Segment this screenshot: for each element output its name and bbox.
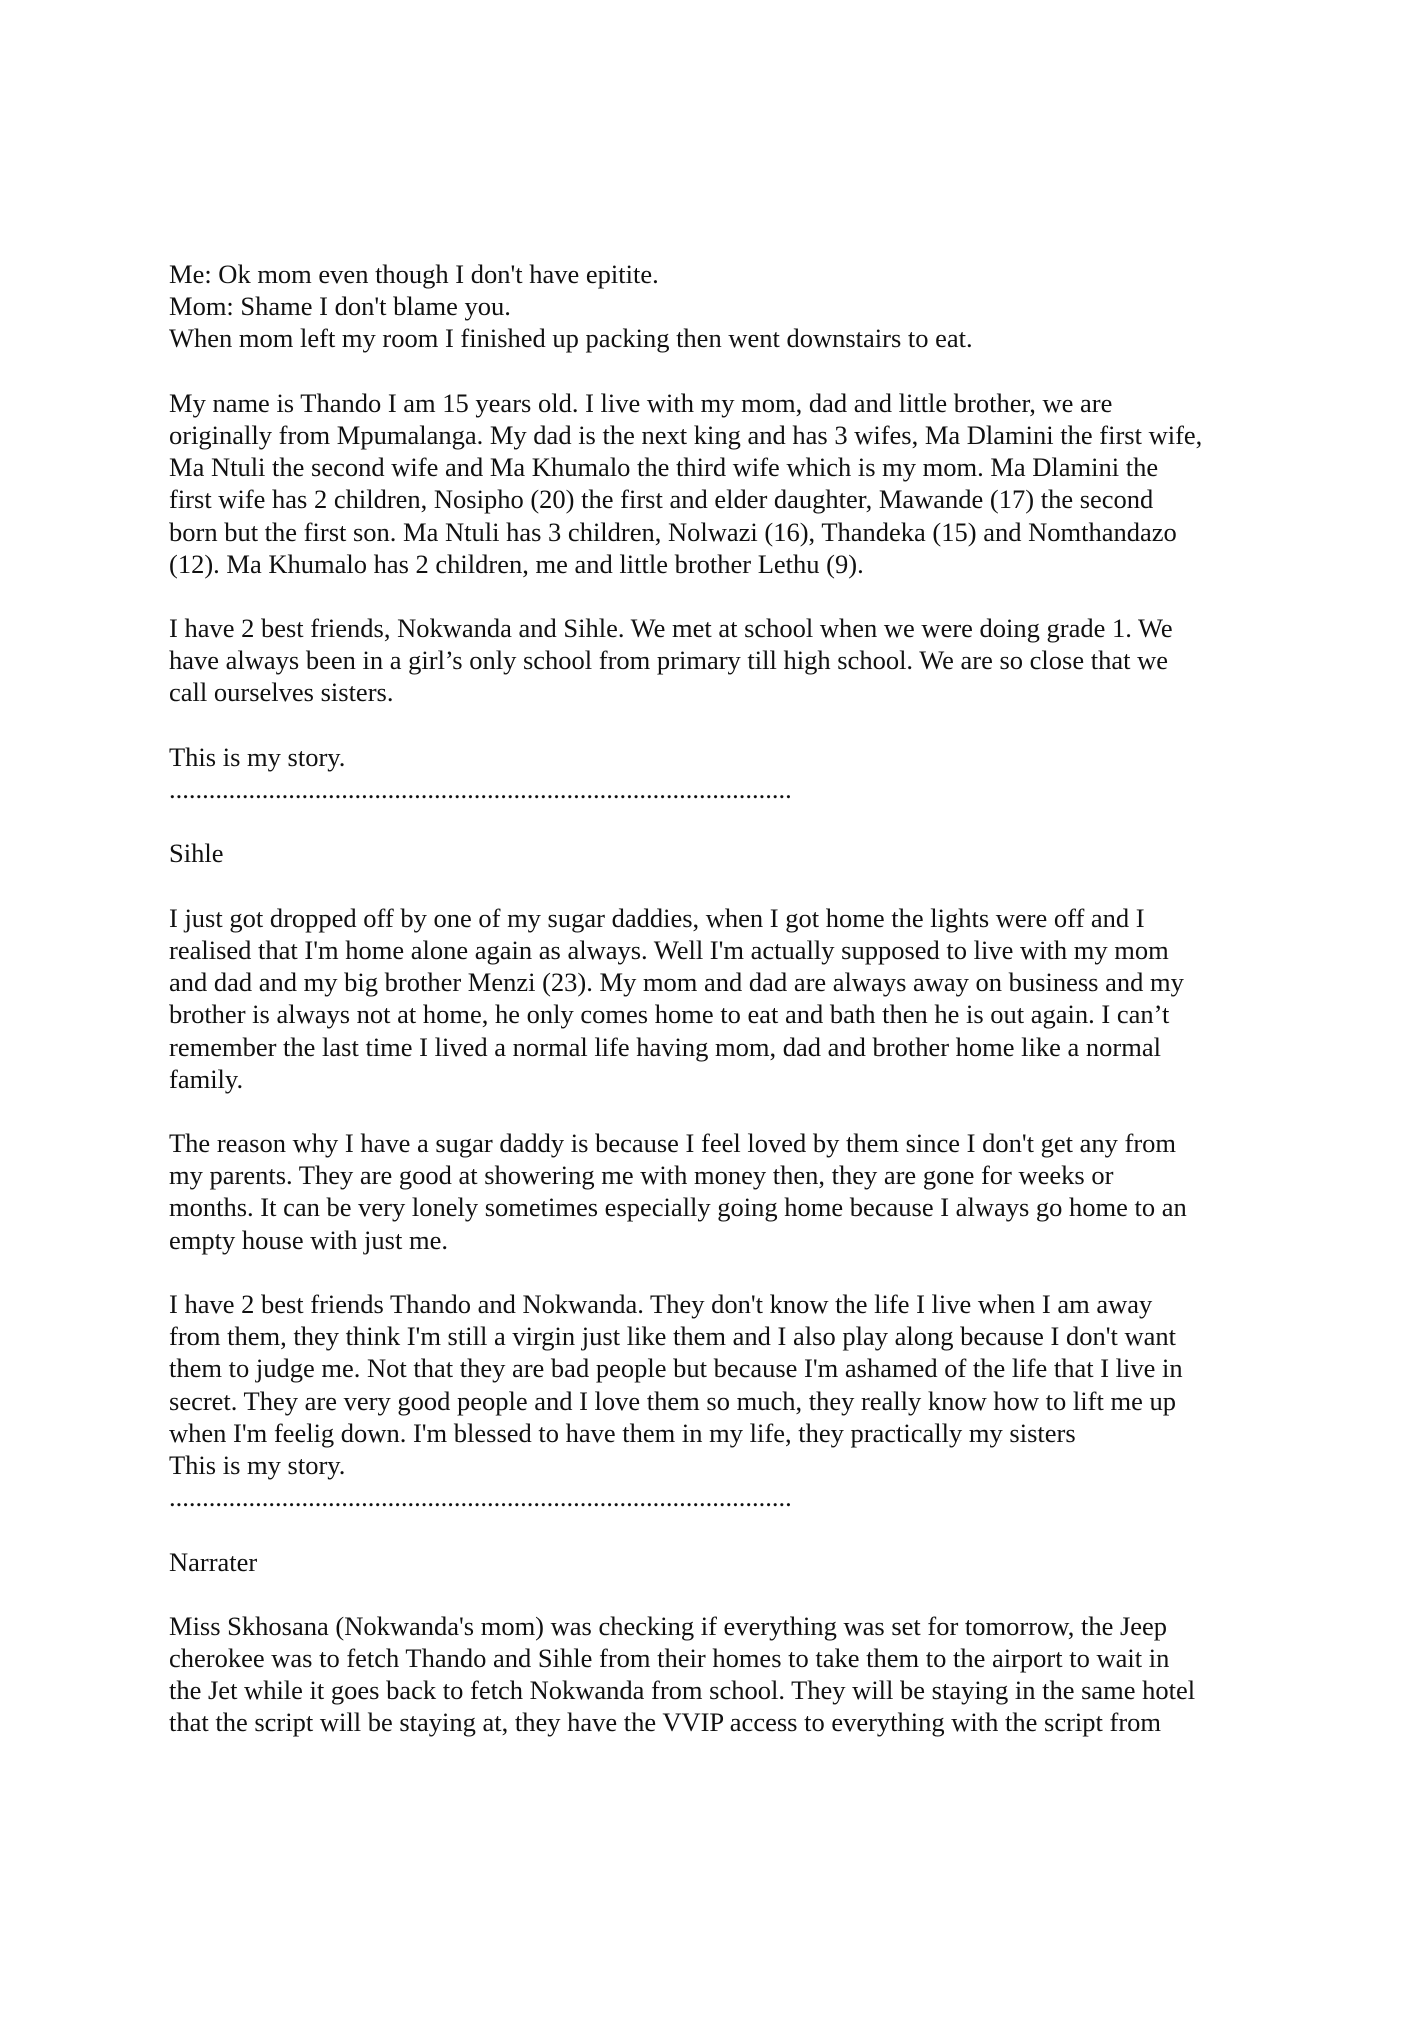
text-line: Mom: Shame I don't blame you. bbox=[169, 291, 511, 322]
text-line: that the script will be staying at, they have the VVIP access to everything with the script from bbox=[169, 1707, 1162, 1738]
text-line: them to judge me. Not that they are bad people but because I'm ashamed of the life that I live in bbox=[169, 1353, 1183, 1384]
text-line: When mom left my room I finished up packing then went downstairs to eat. bbox=[169, 323, 973, 354]
thando-friends-paragraph bbox=[169, 612, 1279, 709]
text-line: brother is always not at home, he only comes home to eat and bath then he is out again. I can’t bbox=[169, 999, 1170, 1030]
story-line: This is my story. bbox=[169, 1449, 346, 1480]
text-line: Me: Ok mom even though I don't have epitite. bbox=[169, 259, 659, 289]
story-closing-block bbox=[169, 741, 1279, 805]
text-line: have always been in a girl’s only school from primary till high school. We are so close that we bbox=[169, 645, 1168, 676]
heading-text: Sihle bbox=[169, 838, 224, 869]
text-line: when I'm feelig down. I'm blessed to have them in my life, they practically my sisters bbox=[169, 1417, 1076, 1448]
section-heading-sihle bbox=[169, 837, 1279, 869]
text-line: born but the first son. Ma Ntuli has 3 children, Nolwazi (16), Thandeka (15) and Nomthandazo bbox=[169, 516, 1177, 547]
text-line: realised that I'm home alone again as always. Well I'm actually supposed to live with my mom bbox=[169, 934, 1169, 965]
narrater-paragraph-1 bbox=[169, 1610, 1279, 1739]
text-line: cherokee was to fetch Thando and Sihle from their homes to take them to the airport to wait in bbox=[169, 1643, 1170, 1674]
intro-paragraph bbox=[169, 258, 1279, 355]
thando-intro-paragraph bbox=[169, 387, 1279, 580]
sihle-paragraph-3 bbox=[169, 1288, 1279, 1513]
text-line: first wife has 2 children, Nosipho (20) the first and elder daughter, Mawande (17) the second bbox=[169, 484, 1154, 515]
text-line: The reason why I have a sugar daddy is because I feel loved by them since I don't get any from bbox=[169, 1128, 1177, 1159]
text-line: (12). Ma Khumalo has 2 children, me and little brother Lethu (9). bbox=[169, 548, 864, 579]
story-line: This is my story. bbox=[169, 741, 346, 772]
sihle-paragraph-1 bbox=[169, 902, 1279, 1095]
text-line: I have 2 best friends, Nokwanda and Sihle. We met at school when we were doing grade 1. We bbox=[169, 613, 1173, 644]
text-line: and dad and my big brother Menzi (23). My mom and dad are always away on business and my bbox=[169, 967, 1184, 998]
section-separator: .............................................................................................. bbox=[169, 1482, 792, 1513]
text-line: remember the last time I lived a normal life having mom, dad and brother home like a normal bbox=[169, 1031, 1161, 1062]
text-line: Ma Ntuli the second wife and Ma Khumalo the third wife which is my mom. Ma Dlamini the bbox=[169, 452, 1159, 483]
heading-text: Narrater bbox=[169, 1546, 258, 1577]
text-line: family. bbox=[169, 1063, 244, 1094]
section-separator: .............................................................................................. bbox=[169, 774, 792, 804]
text-line: My name is Thando I am 15 years old. I live with my mom, dad and little brother, we are bbox=[169, 387, 1113, 418]
text-line: originally from Mpumalanga. My dad is the next king and has 3 wifes, Ma Dlamini the first wife, bbox=[169, 419, 1203, 450]
text-line: my parents. They are good at showering me with money then, they are gone for weeks or bbox=[169, 1160, 1114, 1191]
text-line: empty house with just me. bbox=[169, 1224, 448, 1255]
text-line: Miss Skhosana (Nokwanda's mom) was checking if everything was set for tomorrow, the Jeep bbox=[169, 1610, 1168, 1641]
text-line: I just got dropped off by one of my sugar daddies, when I got home the lights were off and I bbox=[169, 902, 1145, 933]
text-line: I have 2 best friends Thando and Nokwanda. They don't know the life I live when I am away bbox=[169, 1289, 1153, 1319]
document-body bbox=[169, 258, 1279, 1739]
text-line: call ourselves sisters. bbox=[169, 677, 394, 708]
text-line: months. It can be very lonely sometimes especially going home because I always go home to an bbox=[169, 1192, 1187, 1223]
sihle-paragraph-2 bbox=[169, 1127, 1279, 1256]
text-line: from them, they think I'm still a virgin just like them and I also play along because I don't want bbox=[169, 1321, 1177, 1352]
section-heading-narrater bbox=[169, 1546, 1279, 1578]
text-line: the Jet while it goes back to fetch Nokwanda from school. They will be staying in the same hotel bbox=[169, 1675, 1196, 1706]
text-line: secret. They are very good people and I love them so much, they really know how to lift me up bbox=[169, 1385, 1176, 1416]
